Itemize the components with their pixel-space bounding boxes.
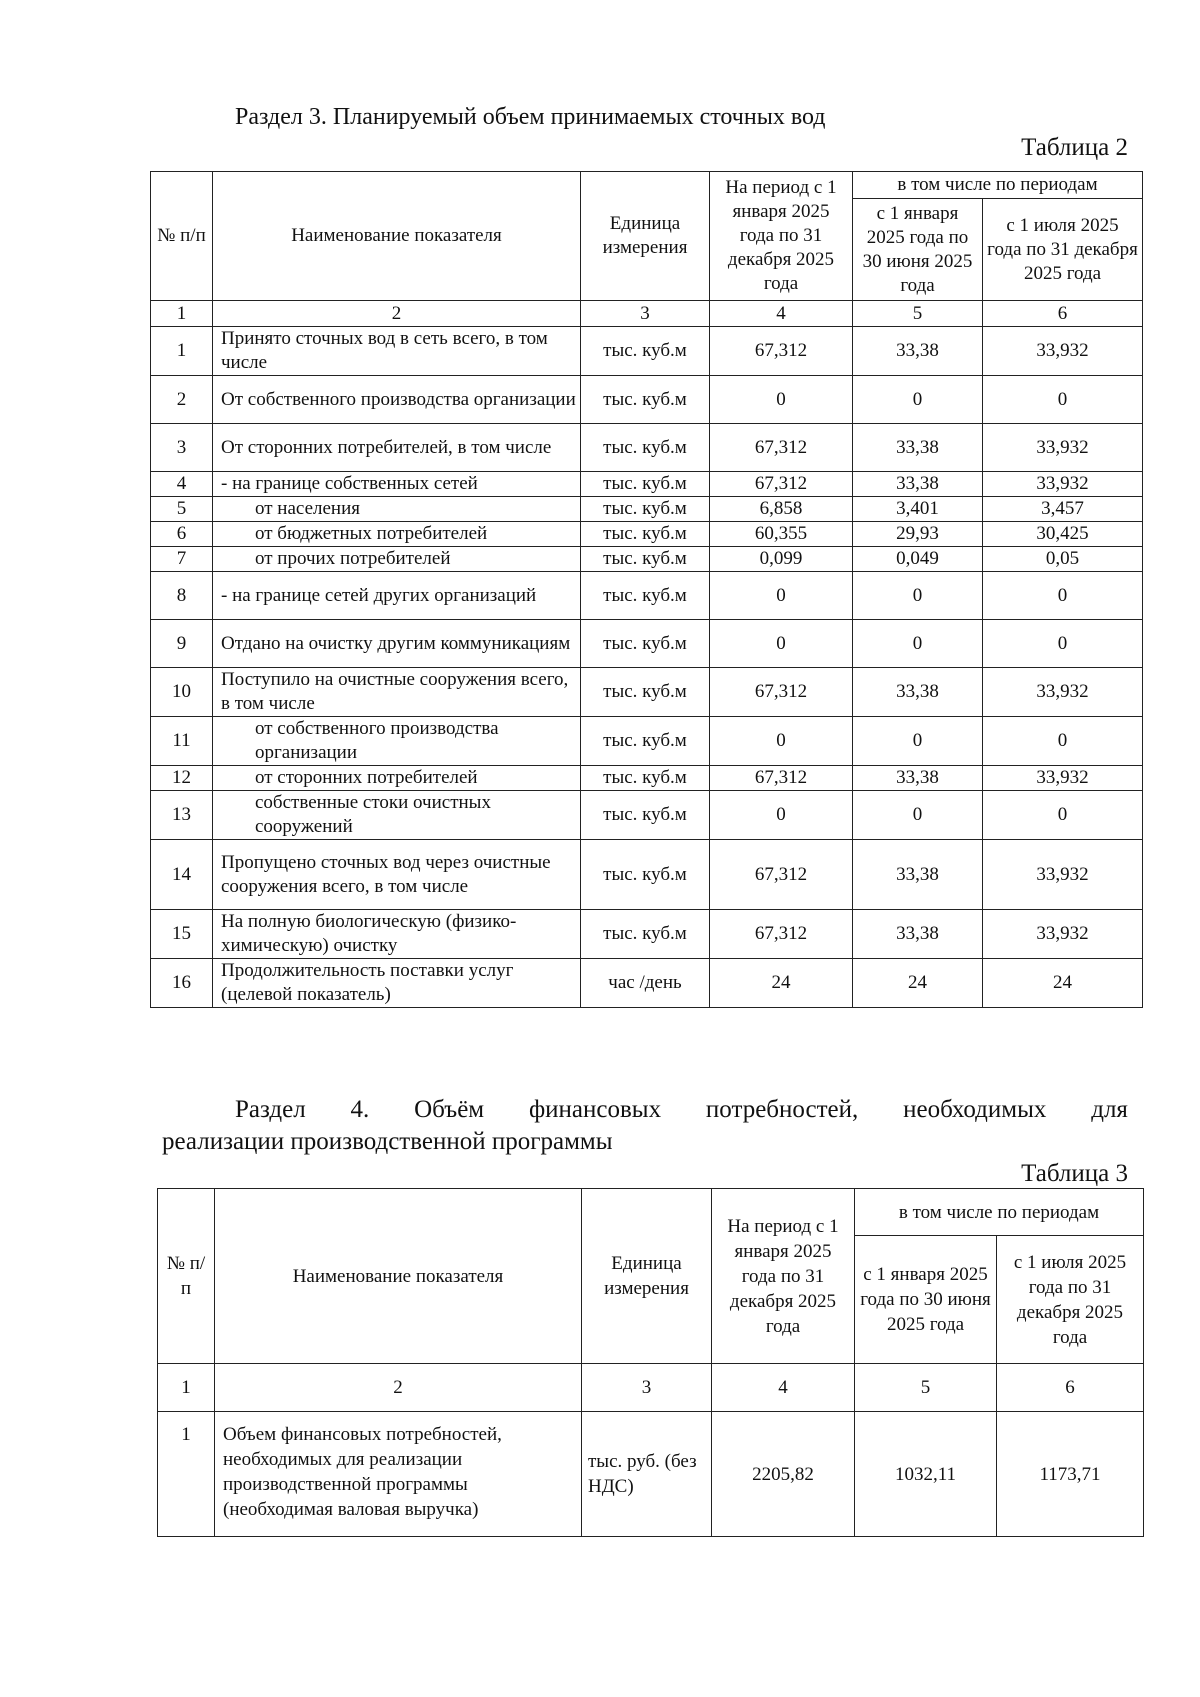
indicator-name-cell: Продолжительность поставки услуг (целевой показатель) — [213, 959, 581, 1008]
period-1-value-cell: 33,38 — [853, 766, 983, 791]
total-value-cell: 2205,82 — [712, 1412, 855, 1537]
table-row — [151, 840, 1143, 910]
period-2-value-cell: 33,932 — [983, 327, 1143, 376]
row-number-cell: 14 — [151, 840, 213, 910]
indicator-name-cell: от населения — [213, 497, 581, 522]
column-number-cell: 5 — [855, 1364, 997, 1412]
period-1-value-cell: 29,93 — [853, 522, 983, 547]
indicator-name-cell: - на границе сетей других организаций — [213, 572, 581, 620]
section-4-title-line-1 — [235, 1095, 1128, 1125]
table-row — [151, 766, 1143, 791]
unit-cell: тыс. куб.м — [581, 424, 710, 472]
header-period-1: с 1 января 2025 года по 30 июня 2025 года — [855, 1236, 997, 1364]
total-value-cell: 67,312 — [710, 668, 853, 717]
unit-cell: тыс. куб.м — [581, 766, 710, 791]
header-name: Наименование показателя — [215, 1189, 582, 1364]
column-number-cell: 2 — [215, 1364, 582, 1412]
period-2-value-cell: 3,457 — [983, 497, 1143, 522]
period-2-value-cell: 33,932 — [983, 668, 1143, 717]
total-value-cell: 6,858 — [710, 497, 853, 522]
column-number-cell: 3 — [581, 301, 710, 327]
title-word: Объём — [414, 1096, 485, 1123]
table-row — [151, 547, 1143, 572]
indicator-name-cell: от собственного производства организации — [213, 717, 581, 766]
column-number-cell: 4 — [710, 301, 853, 327]
indicator-name-cell: собственные стоки очистных сооружений — [213, 791, 581, 840]
unit-cell: тыс. куб.м — [581, 327, 710, 376]
total-value-cell: 0,099 — [710, 547, 853, 572]
total-value-cell: 0 — [710, 620, 853, 668]
row-number-cell: 1 — [151, 327, 213, 376]
indicator-name-cell: На полную биологическую (физико-химическую) очистку — [213, 910, 581, 959]
indicator-name-cell: Принято сточных вод в сеть всего, в том числе — [213, 327, 581, 376]
table-2-label: Таблица 2 — [1021, 134, 1128, 161]
period-2-value-cell: 33,932 — [983, 910, 1143, 959]
row-number-cell: 6 — [151, 522, 213, 547]
table-row — [151, 910, 1143, 959]
total-value-cell: 0 — [710, 717, 853, 766]
unit-cell: тыс. куб.м — [581, 376, 710, 424]
period-1-value-cell: 33,38 — [853, 910, 983, 959]
period-1-value-cell: 0 — [853, 791, 983, 840]
column-number-row — [151, 301, 1143, 327]
table-row — [151, 522, 1143, 547]
indicator-name-cell: от бюджетных потребителей — [213, 522, 581, 547]
period-2-value-cell: 33,932 — [983, 472, 1143, 497]
period-2-value-cell: 0,05 — [983, 547, 1143, 572]
table-3-label: Таблица 3 — [1021, 1160, 1128, 1187]
column-number-cell: 6 — [997, 1364, 1144, 1412]
table-row — [151, 717, 1143, 766]
table-row — [151, 668, 1143, 717]
unit-cell: тыс. куб.м — [581, 620, 710, 668]
unit-cell: тыс. куб.м — [581, 791, 710, 840]
indicator-name-cell: Пропущено сточных вод через очистные сооружения всего, в том числе — [213, 840, 581, 910]
period-2-value-cell: 30,425 — [983, 522, 1143, 547]
table-row — [151, 791, 1143, 840]
period-1-value-cell: 33,38 — [853, 840, 983, 910]
table-row — [151, 959, 1143, 1008]
unit-cell: тыс. куб.м — [581, 522, 710, 547]
total-value-cell: 0 — [710, 376, 853, 424]
indicator-name-cell: От собственного производства организации — [213, 376, 581, 424]
period-2-value-cell: 33,932 — [983, 840, 1143, 910]
row-number-cell: 10 — [151, 668, 213, 717]
period-1-value-cell: 33,38 — [853, 472, 983, 497]
period-2-value-cell: 0 — [983, 572, 1143, 620]
title-word: потребностей, — [705, 1096, 859, 1123]
period-1-value-cell: 0,049 — [853, 547, 983, 572]
row-number-cell: 4 — [151, 472, 213, 497]
unit-cell: тыс. куб.м — [581, 472, 710, 497]
header-periods: в том числе по периодам — [853, 172, 1143, 199]
table-row — [151, 497, 1143, 522]
unit-cell: тыс. куб.м — [581, 497, 710, 522]
section-4-title-line-2: реализации производственной программы — [162, 1128, 613, 1155]
period-1-value-cell: 1032,11 — [855, 1412, 997, 1537]
indicator-name-cell: - на границе собственных сетей — [213, 472, 581, 497]
indicator-name-cell: От сторонних потребителей, в том числе — [213, 424, 581, 472]
period-2-value-cell: 1173,71 — [997, 1412, 1144, 1537]
unit-cell: тыс. куб.м — [581, 910, 710, 959]
column-number-row — [158, 1364, 1144, 1412]
header-name: Наименование показателя — [213, 172, 581, 301]
unit-cell: тыс. куб.м — [581, 717, 710, 766]
indicator-name-cell: от сторонних потребителей — [213, 766, 581, 791]
header-num: № п/п — [151, 172, 213, 301]
header-num: № п/п — [158, 1189, 215, 1364]
title-word: для — [1091, 1096, 1128, 1123]
period-1-value-cell: 0 — [853, 717, 983, 766]
column-number-cell: 6 — [983, 301, 1143, 327]
row-number-cell: 12 — [151, 766, 213, 791]
period-1-value-cell: 33,38 — [853, 668, 983, 717]
row-number-cell: 2 — [151, 376, 213, 424]
title-word: Раздел — [235, 1096, 306, 1123]
total-value-cell: 0 — [710, 791, 853, 840]
row-number-cell: 1 — [158, 1412, 215, 1537]
total-value-cell: 67,312 — [710, 424, 853, 472]
total-value-cell: 0 — [710, 572, 853, 620]
total-value-cell: 67,312 — [710, 472, 853, 497]
table-row — [158, 1412, 1144, 1537]
row-number-cell: 15 — [151, 910, 213, 959]
period-1-value-cell: 3,401 — [853, 497, 983, 522]
financial-needs-table — [157, 1188, 1144, 1537]
period-1-value-cell: 0 — [853, 376, 983, 424]
column-number-cell: 1 — [158, 1364, 215, 1412]
row-number-cell: 11 — [151, 717, 213, 766]
period-2-value-cell: 0 — [983, 376, 1143, 424]
unit-cell: тыс. куб.м — [581, 840, 710, 910]
period-1-value-cell: 0 — [853, 572, 983, 620]
table-row — [151, 472, 1143, 497]
total-value-cell: 67,312 — [710, 766, 853, 791]
title-word: финансовых — [528, 1096, 662, 1123]
total-value-cell: 67,312 — [710, 910, 853, 959]
column-number-cell: 4 — [712, 1364, 855, 1412]
table-row — [151, 424, 1143, 472]
table-row — [151, 376, 1143, 424]
indicator-name-cell: Отдано на очистку другим коммуникациям — [213, 620, 581, 668]
column-number-cell: 5 — [853, 301, 983, 327]
row-number-cell: 3 — [151, 424, 213, 472]
row-number-cell: 7 — [151, 547, 213, 572]
title-word: 4. — [350, 1096, 370, 1123]
period-2-value-cell: 24 — [983, 959, 1143, 1008]
period-2-value-cell: 33,932 — [983, 766, 1143, 791]
period-2-value-cell: 0 — [983, 791, 1143, 840]
header-unit: Единица измерения — [582, 1189, 712, 1364]
period-2-value-cell: 0 — [983, 620, 1143, 668]
total-value-cell: 60,355 — [710, 522, 853, 547]
period-1-value-cell: 24 — [853, 959, 983, 1008]
period-2-value-cell: 0 — [983, 717, 1143, 766]
column-number-cell: 3 — [582, 1364, 712, 1412]
period-2-value-cell: 33,932 — [983, 424, 1143, 472]
header-unit: Единица измерения — [581, 172, 710, 301]
header-total: На период с 1 января 2025 года по 31 декабря 2025 года — [712, 1189, 855, 1364]
unit-cell: тыс. куб.м — [581, 668, 710, 717]
unit-cell: час /день — [581, 959, 710, 1008]
row-number-cell: 8 — [151, 572, 213, 620]
table-row — [151, 327, 1143, 376]
row-number-cell: 16 — [151, 959, 213, 1008]
header-period-2: с 1 июля 2025 года по 31 декабря 2025 года — [997, 1236, 1144, 1364]
total-value-cell: 67,312 — [710, 327, 853, 376]
row-number-cell: 13 — [151, 791, 213, 840]
header-period-1: с 1 января 2025 года по 30 июня 2025 года — [853, 199, 983, 301]
section-3-title: Раздел 3. Планируемый объем принимаемых сточных вод — [235, 104, 826, 130]
column-number-cell: 1 — [151, 301, 213, 327]
table-row — [151, 620, 1143, 668]
indicator-name-cell: от прочих потребителей — [213, 547, 581, 572]
table-row — [151, 572, 1143, 620]
total-value-cell: 67,312 — [710, 840, 853, 910]
unit-cell: тыс. куб.м — [581, 547, 710, 572]
row-number-cell: 9 — [151, 620, 213, 668]
total-value-cell: 24 — [710, 959, 853, 1008]
indicator-name-cell: Объем финансовых потребностей, необходимых для реализации производственной программы (необходимая валовая выручка) — [215, 1412, 582, 1537]
header-total: На период с 1 января 2025 года по 31 декабря 2025 года — [710, 172, 853, 301]
wastewater-volume-table — [150, 171, 1143, 1008]
unit-cell: тыс. руб. (без НДС) — [582, 1412, 712, 1537]
header-period-2: с 1 июля 2025 года по 31 декабря 2025 года — [983, 199, 1143, 301]
unit-cell: тыс. куб.м — [581, 572, 710, 620]
row-number-cell: 5 — [151, 497, 213, 522]
period-1-value-cell: 33,38 — [853, 327, 983, 376]
period-1-value-cell: 0 — [853, 620, 983, 668]
title-word: необходимых — [903, 1096, 1047, 1123]
period-1-value-cell: 33,38 — [853, 424, 983, 472]
column-number-cell: 2 — [213, 301, 581, 327]
header-periods: в том числе по периодам — [855, 1189, 1144, 1236]
indicator-name-cell: Поступило на очистные сооружения всего, в том числе — [213, 668, 581, 717]
